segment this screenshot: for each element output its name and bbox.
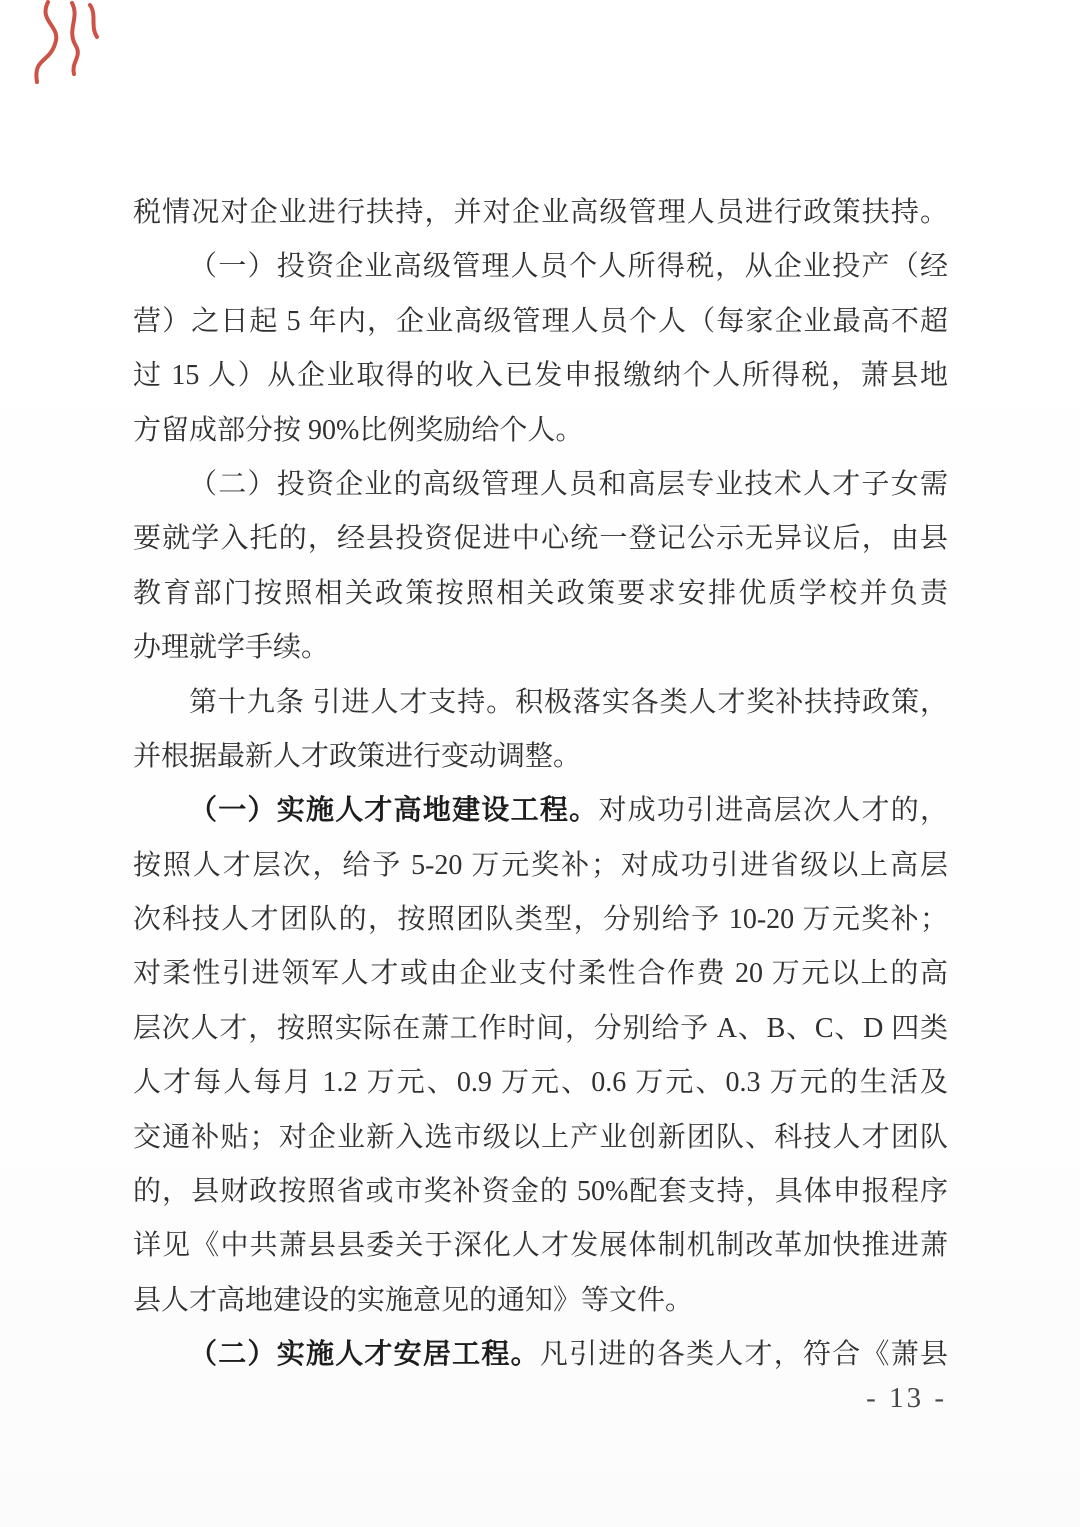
text-segment: 并根据最新人才政策进行变动调整。	[133, 740, 582, 772]
text-segment: 详见《中共萧县县委关于深化人才发展体制机制改革加快推进萧	[133, 1230, 948, 1262]
text-line	[133, 730, 948, 784]
bold-heading-segment: （二）实施人才安居工程。	[189, 1339, 540, 1371]
text-segment: 县人才高地建设的实施意见的通知》等文件。	[133, 1284, 694, 1316]
text-segment: 营）之日起 5 年内，企业高级管理人员个人（每家企业最高不超	[133, 305, 948, 337]
text-line	[133, 893, 948, 947]
text-segment: 次科技人才团队的，按照团队类型，分别给予 10-20 万元奖补；	[133, 904, 948, 936]
text-segment: 对柔性引进领军人才或由企业支付柔性合作费 20 万元以上的高	[133, 958, 948, 990]
text-line	[133, 1056, 948, 1110]
text-segment: 交通补贴；对企业新入选市级以上产业创新团队、科技人才团队	[133, 1121, 948, 1153]
text-segment: 税情况对企业进行扶持，并对企业高级管理人员进行政策扶持。	[133, 197, 948, 228]
text-line	[133, 458, 948, 512]
text-line	[133, 567, 948, 621]
text-line	[133, 1111, 948, 1165]
text-line	[133, 1165, 948, 1219]
text-segment: 教育部门按照相关政策按照相关政策要求安排优质学校并负责	[133, 577, 948, 609]
text-segment: 方留成部分按 90%比例奖励给个人。	[133, 414, 584, 446]
bold-heading-segment: （一）实施人才高地建设工程。	[189, 795, 599, 827]
text-segment: 层次人才，按照实际在萧工作时间，分别给予 A、B、C、D 四类	[133, 1012, 948, 1044]
text-line	[133, 349, 948, 403]
text-line	[133, 839, 948, 893]
text-segment: 的，县财政按照省或市奖补资金的 50%配套支持，具体申报程序	[133, 1176, 948, 1208]
text-segment: 办理就学手续。	[133, 632, 330, 664]
text-line	[133, 1328, 948, 1382]
text-line	[133, 1002, 948, 1056]
text-line	[133, 676, 948, 730]
text-block	[133, 186, 948, 1383]
text-segment: 第十九条 引进人才支持。积极落实各类人才奖补扶持政策，	[189, 686, 948, 718]
text-line	[133, 1219, 948, 1273]
red-ink-marks	[20, 0, 110, 105]
text-line	[133, 784, 948, 838]
text-line	[133, 186, 948, 240]
page-number: - 13 -	[866, 1382, 947, 1414]
text-segment: 要就学入托的，经县投资促进中心统一登记公示无异议后，由县	[133, 523, 948, 555]
text-segment: （二）投资企业的高级管理人员和高层专业技术人才子女需	[189, 468, 948, 500]
text-line	[133, 240, 948, 294]
text-segment: 凡引进的各类人才，符合《萧县	[539, 1339, 948, 1371]
text-segment: 人才每人每月 1.2 万元、0.9 万元、0.6 万元、0.3 万元的生活及	[133, 1067, 948, 1099]
text-line	[133, 512, 948, 566]
text-line	[133, 295, 948, 349]
text-segment: 按照人才层次，给予 5-20 万元奖补；对成功引进省级以上高层	[133, 849, 948, 881]
text-segment: 过 15 人）从企业取得的收入已发申报缴纳个人所得税，萧县地	[133, 360, 948, 392]
text-line	[133, 1274, 948, 1328]
text-line	[133, 404, 948, 458]
text-segment: 对成功引进高层次人才的，	[598, 795, 948, 827]
text-line	[133, 947, 948, 1001]
text-segment: （一）投资企业高级管理人员个人所得税，从企业投产（经	[189, 251, 948, 283]
text-line	[133, 621, 948, 675]
